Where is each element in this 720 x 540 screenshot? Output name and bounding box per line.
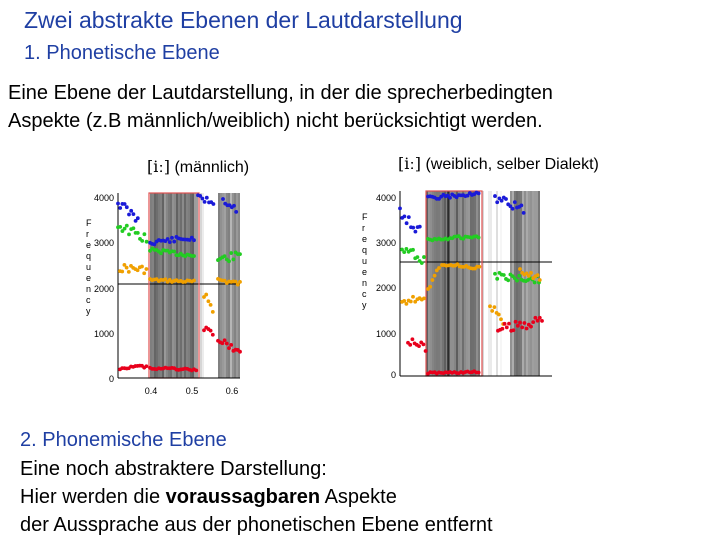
formant-dot xyxy=(512,328,516,332)
spectrogram-band xyxy=(224,193,226,378)
formant-dot xyxy=(516,324,520,328)
spectrogram-band xyxy=(430,191,432,376)
formant-dot xyxy=(502,273,506,277)
section2-line2-pre: Hier werden die xyxy=(20,486,166,508)
formant-dot xyxy=(204,293,208,297)
formant-dot xyxy=(123,227,127,231)
formant-dot xyxy=(212,202,216,206)
formant-dot xyxy=(500,199,504,203)
male-xtick-0.4: 0.4 xyxy=(144,386,158,396)
formant-dot xyxy=(232,204,236,208)
formant-dot xyxy=(517,274,521,278)
male-ytick-1000: 1000 xyxy=(93,329,114,339)
formant-dot xyxy=(478,265,482,269)
female-label-ipa: [iː] xyxy=(398,154,421,173)
spectrogram-band xyxy=(172,193,174,378)
male-ylabel-char: r xyxy=(86,229,89,239)
formant-dot xyxy=(136,231,140,235)
page-title: Zwei abstrakte Ebenen der Lautdarstellung xyxy=(24,7,463,33)
spectrogram-band xyxy=(222,193,224,378)
female-ytick-0: 0 xyxy=(390,370,396,380)
formant-dot xyxy=(431,278,435,282)
spectrogram-band xyxy=(510,191,512,376)
formant-dot xyxy=(209,303,213,307)
spectrogram-band xyxy=(460,191,462,376)
formant-dot xyxy=(409,300,413,304)
formant-dot xyxy=(422,255,426,259)
spectrogram-band xyxy=(150,193,152,378)
formant-dot xyxy=(192,238,196,242)
formant-dot xyxy=(125,266,129,270)
formant-dot xyxy=(407,215,411,219)
spectrogram-band xyxy=(170,193,172,378)
formant-dot xyxy=(168,240,172,244)
spectrogram-band xyxy=(486,191,488,376)
spectrogram-band xyxy=(462,191,464,376)
female-ylabel-char: n xyxy=(362,278,368,288)
spectrogram-band xyxy=(440,191,442,376)
spectrogram-band xyxy=(468,191,470,376)
formant-dot xyxy=(229,343,233,347)
female-ylabel-char: u xyxy=(362,256,368,266)
formant-dot xyxy=(127,232,131,236)
spectrogram-band xyxy=(450,191,452,376)
formant-dot xyxy=(538,278,542,282)
male-label-text: (männlich) xyxy=(170,159,250,176)
male-xtick-0.6: 0.6 xyxy=(225,386,239,396)
formant-dot xyxy=(398,207,402,211)
spectrogram-band xyxy=(188,193,190,378)
spectrogram-band xyxy=(456,191,458,376)
spectrogram-band xyxy=(454,191,456,376)
spectrogram-band xyxy=(162,193,164,378)
formant-dot xyxy=(192,254,196,258)
formant-dot xyxy=(145,267,149,271)
section2-line2 xyxy=(20,483,493,511)
formant-dot xyxy=(132,226,136,230)
formant-dot xyxy=(225,342,229,346)
section2-line1: Eine noch abstraktere Darstellung: xyxy=(20,458,327,480)
spectrogram-band xyxy=(220,193,222,378)
formant-dot xyxy=(205,196,209,200)
male-ylabel-char: n xyxy=(86,284,92,294)
formant-dot xyxy=(140,265,144,269)
female-ytick-2000: 2000 xyxy=(375,283,396,293)
spectrogram-band xyxy=(174,193,176,378)
spectrogram-band xyxy=(490,191,492,376)
formant-dot xyxy=(505,325,509,329)
formant-dot xyxy=(422,296,426,300)
formant-dot xyxy=(507,322,511,326)
male-ylabel-char: u xyxy=(86,262,92,272)
formant-dot xyxy=(477,236,481,240)
formant-dot xyxy=(495,277,499,281)
formant-dot xyxy=(192,279,196,283)
male-ylabel-char: c xyxy=(86,295,91,305)
male-ylabel-char: q xyxy=(86,251,92,261)
spectrogram-band xyxy=(156,193,158,378)
formant-dot xyxy=(211,310,215,314)
female-label xyxy=(398,154,599,174)
formant-dot xyxy=(448,196,452,200)
formant-dot xyxy=(511,207,515,211)
formant-dot xyxy=(506,278,510,282)
spectrogram-band xyxy=(442,191,444,376)
spectrogram-band xyxy=(190,193,192,378)
formant-dot xyxy=(493,194,497,198)
spectrogram-band xyxy=(488,191,490,376)
formant-dot xyxy=(515,279,519,283)
male-label-ipa: [iː] xyxy=(147,157,170,176)
formant-dot xyxy=(145,240,149,244)
formant-dot xyxy=(118,206,122,210)
spectrogram-band xyxy=(434,191,436,376)
formant-dot xyxy=(525,327,529,331)
formant-dot xyxy=(221,197,225,201)
female-spectrogram xyxy=(330,180,560,400)
spectrogram-band xyxy=(494,191,496,376)
spectrogram-band xyxy=(178,193,180,378)
spectrogram-band xyxy=(520,191,522,376)
formant-dot xyxy=(538,316,542,320)
male-ylabel-char: y xyxy=(86,306,91,316)
female-y-axis-label xyxy=(362,212,368,310)
spectrogram-band xyxy=(530,191,532,376)
male-label xyxy=(147,157,249,177)
spectrogram-band xyxy=(476,191,478,376)
formant-dot xyxy=(159,251,163,255)
formant-dot xyxy=(529,271,533,275)
female-ylabel-char: q xyxy=(362,245,368,255)
male-ytick-2000: 2000 xyxy=(93,284,114,294)
formant-dot xyxy=(493,305,497,309)
formant-dot xyxy=(523,321,527,325)
spectrogram-band xyxy=(152,193,154,378)
formant-dot xyxy=(232,258,236,262)
spectrogram-band xyxy=(158,193,160,378)
female-ytick-1000: 1000 xyxy=(375,329,396,339)
male-y-axis-label xyxy=(86,218,92,316)
spectrogram-band xyxy=(202,193,204,378)
spectrogram-band xyxy=(428,191,430,376)
formant-dot xyxy=(172,240,176,244)
formant-dot xyxy=(518,321,522,325)
spectrogram-band xyxy=(200,193,202,378)
male-ytick-3000: 3000 xyxy=(93,238,114,248)
male-spectrogram xyxy=(78,180,248,400)
spectrogram-band xyxy=(524,191,526,376)
spectrogram-band xyxy=(436,191,438,376)
formant-dot xyxy=(238,280,242,284)
formant-dot xyxy=(418,225,422,229)
spectrogram-band xyxy=(492,191,494,376)
spectrogram-band xyxy=(518,191,520,376)
spectrogram-band xyxy=(472,191,474,376)
female-ylabel-char: c xyxy=(362,289,367,299)
formant-dot xyxy=(490,309,494,313)
spectrogram-band xyxy=(528,191,530,376)
spectrogram-band xyxy=(176,193,178,378)
section2-line2-post: Aspekte xyxy=(320,486,397,508)
section1-heading: 1. Phonetische Ebene xyxy=(24,42,220,64)
formant-dot xyxy=(477,371,481,375)
formant-dot xyxy=(408,343,412,347)
formant-dot xyxy=(143,232,147,236)
formant-dot xyxy=(223,338,227,342)
male-ylabel-char: e xyxy=(86,273,92,283)
spectrogram-band xyxy=(500,191,502,376)
male-ytick-4000: 4000 xyxy=(93,193,114,203)
spectrogram-band xyxy=(228,193,230,378)
spectrogram-band xyxy=(226,193,228,378)
formant-dot xyxy=(203,200,207,204)
spectrogram-band xyxy=(512,191,514,376)
spectrogram-band xyxy=(498,191,500,376)
spectrogram-band xyxy=(184,193,186,378)
spectrogram-band xyxy=(484,191,486,376)
formant-dot xyxy=(428,285,432,289)
female-spectrogram-bands xyxy=(426,191,540,376)
spectrogram-band xyxy=(444,191,446,376)
spectrogram-band xyxy=(466,191,468,376)
formant-dot xyxy=(420,261,424,265)
formant-dot xyxy=(422,342,426,346)
formant-dot xyxy=(495,200,499,204)
formant-dot xyxy=(520,325,524,329)
spectrogram-band xyxy=(458,191,460,376)
spectrogram-band xyxy=(470,191,472,376)
formant-dot xyxy=(411,295,415,299)
spectrogram-band xyxy=(218,193,220,378)
spectrogram-band xyxy=(474,191,476,376)
formant-dot xyxy=(207,299,211,303)
spectrogram-band xyxy=(464,191,466,376)
formant-dot xyxy=(145,364,149,368)
formant-dot xyxy=(238,252,242,256)
formant-dot xyxy=(414,230,418,234)
spectrogram-band xyxy=(168,193,170,378)
formant-dot xyxy=(402,250,406,254)
female-ylabel-char: e xyxy=(362,267,368,277)
spectrogram-band xyxy=(186,193,188,378)
spectrogram-band xyxy=(192,193,194,378)
section2-text xyxy=(20,455,493,539)
section1-line2: Aspekte (z.B männlich/weiblich) nicht berücksichtigt werden. xyxy=(8,110,543,132)
formant-dot xyxy=(522,211,526,215)
formant-dot xyxy=(118,225,122,229)
section2-line2-bold: voraussagbaren xyxy=(165,486,321,508)
formant-dot xyxy=(405,302,409,306)
male-ylabel-char: e xyxy=(86,240,92,250)
formant-dot xyxy=(513,200,517,204)
spectrogram-band xyxy=(432,191,434,376)
formant-dot xyxy=(536,273,540,277)
formant-dot xyxy=(127,213,131,217)
formant-dot xyxy=(136,216,140,220)
male-xtick-0.5: 0.5 xyxy=(185,386,199,396)
formant-dot xyxy=(424,349,428,353)
formant-dot xyxy=(227,259,231,263)
spectrogram-band xyxy=(180,193,182,378)
formant-dot xyxy=(477,191,481,195)
section1-text xyxy=(8,79,553,135)
male-ylabel-char: F xyxy=(86,218,92,228)
formant-dot xyxy=(518,267,522,271)
formant-dot xyxy=(194,368,198,372)
spectrogram-band xyxy=(160,193,162,378)
section1-line1: Eine Ebene der Lautdarstellung, in der die sprecherbedingten xyxy=(8,82,553,104)
formant-dot xyxy=(125,205,129,209)
formant-dot xyxy=(142,271,146,275)
formant-dot xyxy=(540,319,544,323)
formant-dot xyxy=(234,210,238,214)
formant-dot xyxy=(172,250,176,254)
formant-dot xyxy=(504,197,508,201)
spectrogram-band xyxy=(452,191,454,376)
formant-dot xyxy=(132,212,136,216)
formant-dot xyxy=(411,248,415,252)
formant-dot xyxy=(140,239,144,243)
female-ylabel-char: F xyxy=(362,212,368,222)
formant-dot xyxy=(488,304,492,308)
formant-dot xyxy=(520,204,524,208)
formant-dot xyxy=(403,215,407,219)
female-ytick-3000: 3000 xyxy=(375,238,396,248)
formant-dot xyxy=(120,270,124,274)
formant-dot xyxy=(211,333,215,337)
formant-dot xyxy=(514,320,518,324)
spectrogram-band xyxy=(204,193,206,378)
spectrogram-band xyxy=(438,191,440,376)
male-spectrogram-bands xyxy=(150,193,240,378)
formant-dot xyxy=(529,325,533,329)
section2-heading: 2. Phonemische Ebene xyxy=(20,429,227,451)
formant-dot xyxy=(417,344,421,348)
formant-dot xyxy=(170,236,174,240)
formant-dot xyxy=(166,237,170,241)
formant-dot xyxy=(531,320,535,324)
spectrogram-band xyxy=(516,191,518,376)
formant-dot xyxy=(493,272,497,276)
formant-dot xyxy=(497,313,501,317)
formant-dot xyxy=(116,202,120,206)
formant-dot xyxy=(238,350,242,354)
formant-dot xyxy=(437,266,441,270)
formant-dot xyxy=(127,270,131,274)
formant-dot xyxy=(125,224,129,228)
formant-dot xyxy=(411,226,415,230)
formant-dot xyxy=(129,209,133,213)
section2-line3: der Aussprache aus der phonetischen Ebene entfernt xyxy=(20,514,493,536)
spectrogram-band xyxy=(194,193,196,378)
formant-dot xyxy=(209,329,213,333)
female-ylabel-char: r xyxy=(362,223,365,233)
formant-dot xyxy=(501,327,505,331)
spectrogram-band xyxy=(496,191,498,376)
spectrogram-band xyxy=(154,193,156,378)
formant-dot xyxy=(223,254,227,258)
spectrogram-band xyxy=(166,193,168,378)
female-label-text: (weiblich, selber Dialekt) xyxy=(421,156,599,173)
formant-dot xyxy=(503,322,507,326)
female-ylabel-char: y xyxy=(362,300,367,310)
spectrogram-band xyxy=(164,193,166,378)
formant-dot xyxy=(533,281,537,285)
formant-dot xyxy=(229,251,233,255)
female-ytick-4000: 4000 xyxy=(375,193,396,203)
spectrogram-band xyxy=(196,193,198,378)
formant-dot xyxy=(201,197,205,201)
male-ytick-0: 0 xyxy=(108,374,114,384)
formant-dot xyxy=(433,274,437,278)
formant-dot xyxy=(416,255,420,259)
spectrogram-band xyxy=(478,191,480,376)
spectrogram-band xyxy=(182,193,184,378)
formant-dot xyxy=(499,317,503,321)
female-ylabel-char: e xyxy=(362,234,368,244)
spectrogram-band xyxy=(514,191,516,376)
formant-dot xyxy=(123,202,127,206)
formant-dot xyxy=(405,221,409,225)
spectrogram-band xyxy=(526,191,528,376)
formant-dot xyxy=(411,337,415,341)
spectrogram-band xyxy=(522,191,524,376)
formant-dot xyxy=(227,346,231,350)
